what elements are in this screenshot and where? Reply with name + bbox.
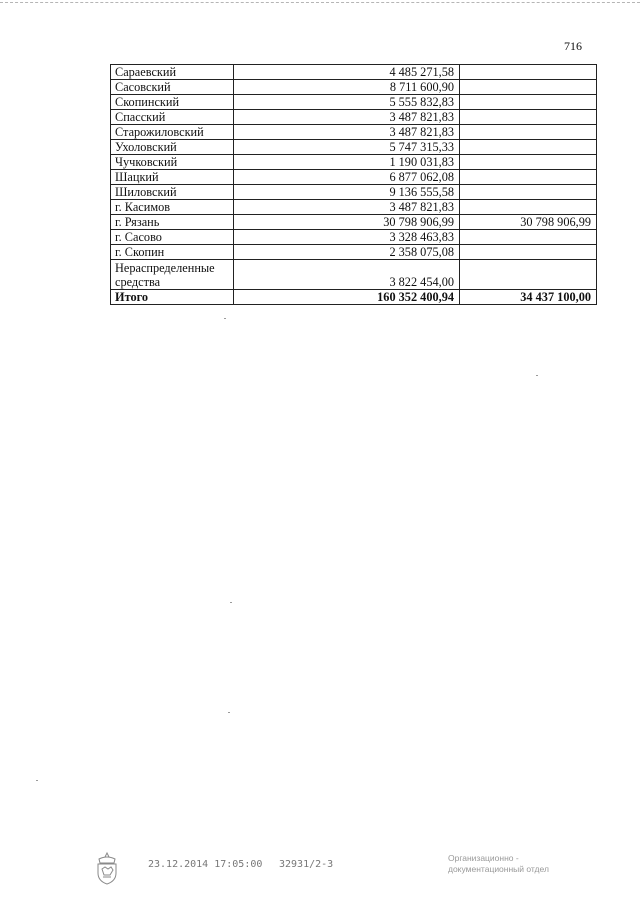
budget-allocation-table [110, 64, 597, 305]
row-name: г. Касимов [111, 200, 234, 215]
row-amount: 2 358 075,08 [234, 245, 460, 260]
row-extra [460, 125, 597, 140]
row-extra [460, 170, 597, 185]
table-row [111, 245, 597, 260]
row-name: Сараевский [111, 65, 234, 80]
row-extra [460, 140, 597, 155]
page-number: 716 [564, 39, 582, 53]
row-name: г. Рязань [111, 215, 234, 230]
row-extra [460, 95, 597, 110]
row-extra [460, 185, 597, 200]
row-amount: 6 877 062,08 [234, 170, 460, 185]
total-amount: 160 352 400,94 [234, 290, 460, 305]
table-row [111, 140, 597, 155]
table-row [111, 230, 597, 245]
row-extra: 30 798 906,99 [460, 215, 597, 230]
row-extra [460, 110, 597, 125]
row-name: г. Скопин [111, 245, 234, 260]
row-name: Старожиловский [111, 125, 234, 140]
total-row [111, 290, 597, 305]
total-label: Итого [111, 290, 234, 305]
row-amount: 8 711 600,90 [234, 80, 460, 95]
row-extra [460, 80, 597, 95]
row-amount: 5 555 832,83 [234, 95, 460, 110]
scan-speck [228, 712, 230, 713]
row-amount: 1 190 031,83 [234, 155, 460, 170]
row-name: Сасовский [111, 80, 234, 95]
row-extra [460, 200, 597, 215]
scan-speck [224, 318, 226, 319]
total-extra: 34 437 100,00 [460, 290, 597, 305]
row-amount: 3 822 454,00 [234, 260, 460, 290]
footer-timestamp: 23.12.2014 17:05:00 [148, 859, 263, 870]
table-row [111, 200, 597, 215]
table-row [111, 110, 597, 125]
table-row [111, 170, 597, 185]
footer-department [448, 853, 549, 875]
row-extra [460, 155, 597, 170]
row-amount: 3 487 821,83 [234, 110, 460, 125]
row-name: Нераспределенные средства [111, 260, 234, 290]
row-name: Шацкий [111, 170, 234, 185]
table-row [111, 125, 597, 140]
row-name: Скопинский [111, 95, 234, 110]
table-row [111, 95, 597, 110]
row-amount: 4 485 271,58 [234, 65, 460, 80]
table-row [111, 260, 597, 290]
row-name: г. Сасово [111, 230, 234, 245]
footer-doc-id: 32931/2-3 [279, 859, 334, 870]
row-name: Ухоловский [111, 140, 234, 155]
table-row [111, 185, 597, 200]
table-row [111, 65, 597, 80]
footer-dept-line1: Организационно - [448, 853, 519, 863]
row-amount: 30 798 906,99 [234, 215, 460, 230]
scan-top-edge [0, 2, 640, 3]
table-row [111, 155, 597, 170]
scan-speck [230, 602, 232, 603]
table-row [111, 80, 597, 95]
row-name: Спасский [111, 110, 234, 125]
row-extra [460, 260, 597, 290]
row-extra [460, 230, 597, 245]
coat-of-arms-icon [92, 851, 122, 885]
row-extra [460, 65, 597, 80]
row-amount: 9 136 555,58 [234, 185, 460, 200]
scan-speck [536, 375, 538, 376]
row-name: Шиловский [111, 185, 234, 200]
row-amount: 3 487 821,83 [234, 125, 460, 140]
row-amount: 3 487 821,83 [234, 200, 460, 215]
footer-dept-line2: документационный отдел [448, 864, 549, 874]
scan-speck [36, 780, 38, 781]
row-amount: 5 747 315,33 [234, 140, 460, 155]
row-amount: 3 328 463,83 [234, 230, 460, 245]
row-name: Чучковский [111, 155, 234, 170]
table-row [111, 215, 597, 230]
row-extra [460, 245, 597, 260]
